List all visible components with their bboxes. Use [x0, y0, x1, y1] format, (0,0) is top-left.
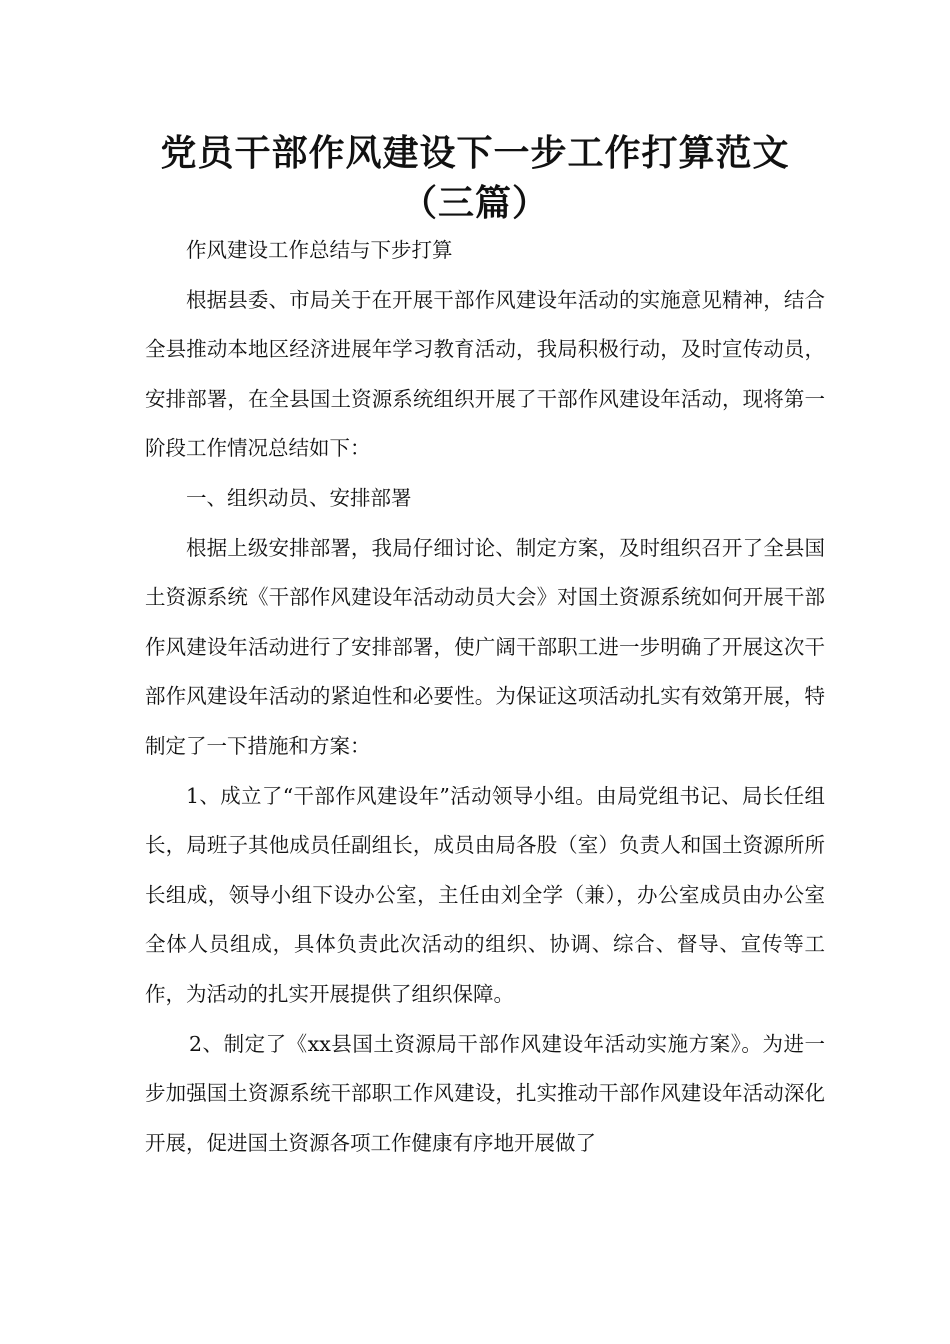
document-title-line1: 党员干部作风建设下一步工作打算范文 — [160, 133, 790, 174]
section-subtitle: 作风建设工作总结与下步打算 — [186, 238, 453, 262]
document-title-line2: （三篇） — [400, 183, 549, 224]
document-body — [145, 226, 825, 1168]
body-paragraph: 1、成立了“干部作风建设年”活动领导小组。由局党组书记、局长任组长，局班子其他成员任副组长，成员由局各股（室）负责人和国土资源所所长组成，领导小组下设办公室，主任由刘全学（兼），办公室成员由办公室全体人员组成，具体负责此次活动的组织、协调、综合、督导、宣传等工作，为活动的扎实开展提供了组织保障。 — [145, 783, 825, 1006]
body-paragraph: 根据上级安排部署，我局仔细讨论、制定方案，及时组织召开了全县国土资源系统《干部作风建设年活动动员大会》对国土资源系统如何开展干部作风建设年活动进行了安排部署，使广阔干部职工进一步明确了开展这次干部作风建设年活动的紧迫性和必要性。为保证这项活动扎实有效第开展，特制定了一下措施和方案： — [145, 535, 825, 758]
body-paragraph: 2、制定了《xx县国土资源局干部作风建设年活动实施方案》。为进一步加强国土资源系统干部职工作风建设，扎实推动干部作风建设年活动深化开展，促进国土资源各项工作健康有序地开展做了 — [145, 1031, 825, 1155]
section-heading: 一、组织动员、安排部署 — [186, 485, 412, 510]
body-paragraph: 根据县委、市局关于在开展干部作风建设年活动的实施意见精神，结合全县推动本地区经济进展年学习教育活动，我局积极行动，及时宣传动员，安排部署，在全县国土资源系统组织开展了干部作风建设年活动，现将第一阶段工作情况总结如下： — [145, 287, 825, 461]
